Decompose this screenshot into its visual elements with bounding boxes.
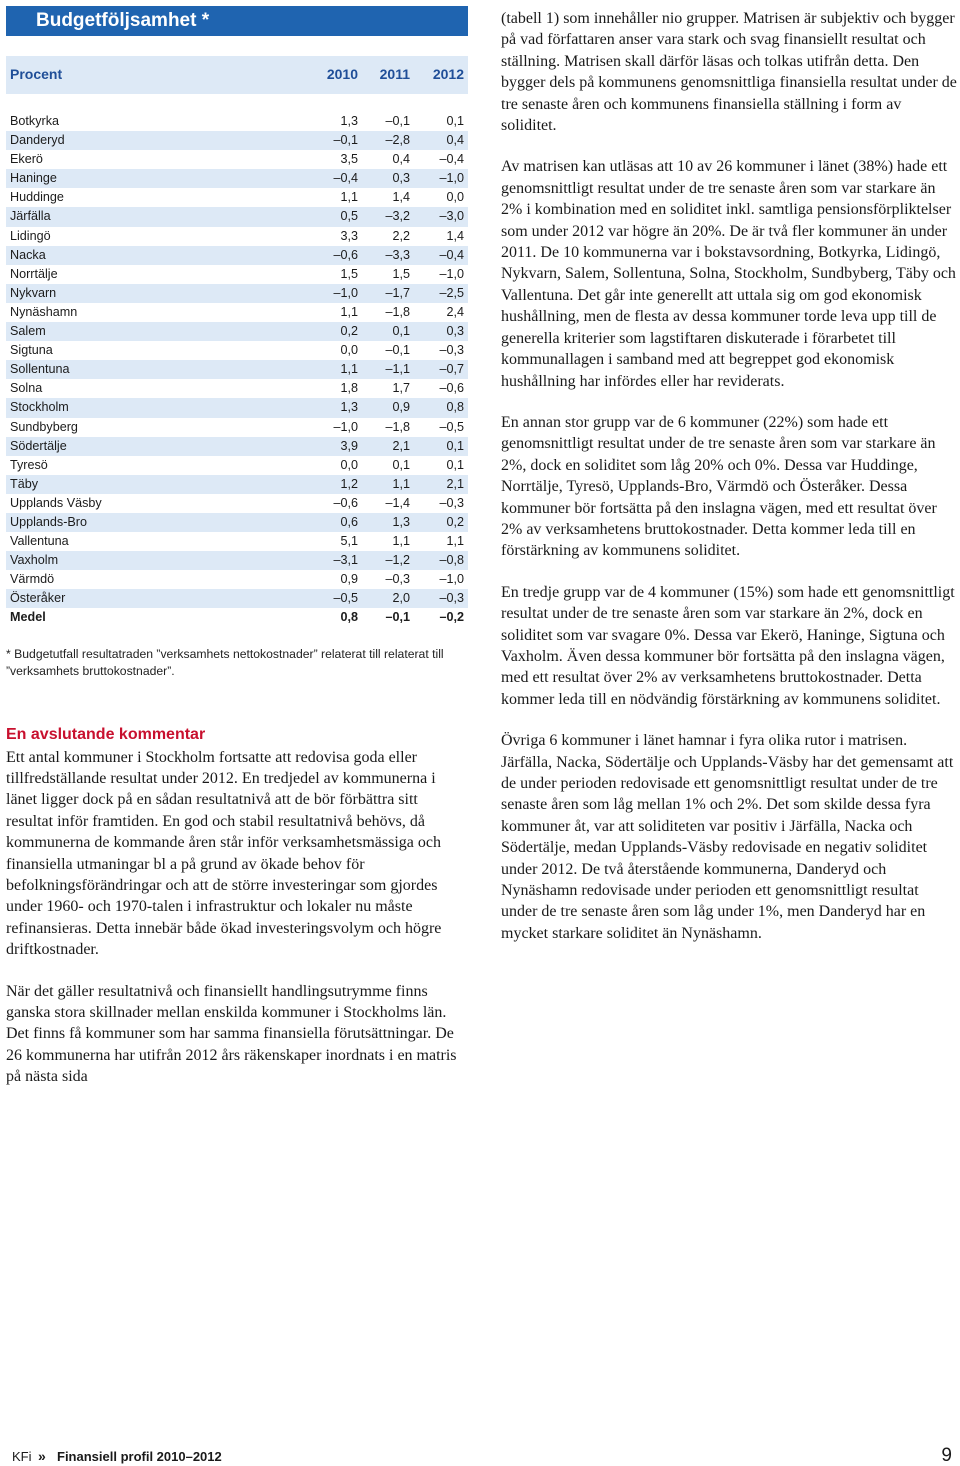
table-row bbox=[6, 341, 468, 360]
row-value-2012: –0,3 bbox=[439, 495, 464, 510]
table-row bbox=[6, 131, 468, 150]
footer-brand: KFi bbox=[12, 1449, 32, 1464]
row-value-2011: 0,9 bbox=[392, 400, 410, 415]
section-heading: En avslutande kommentar bbox=[6, 725, 206, 743]
total-2010: 0,8 bbox=[340, 610, 358, 625]
row-value-2012: –0,3 bbox=[439, 343, 464, 358]
table-footnote: * Budgetutfall resultatraden ”verksamhets nettokostnader” relaterat till relaterat till ”verksamhets bruttokostnader”. bbox=[6, 646, 444, 678]
row-value-2010: –0,6 bbox=[333, 247, 358, 262]
table-row bbox=[6, 398, 468, 417]
table-row bbox=[6, 150, 468, 169]
row-value-2010: 0,0 bbox=[340, 343, 358, 358]
table-title: Budgetföljsamhet * bbox=[6, 6, 468, 36]
row-value-2010: 1,1 bbox=[340, 304, 358, 319]
row-value-2012: 0,0 bbox=[446, 190, 464, 205]
table-row bbox=[6, 265, 468, 284]
row-value-2010: 0,6 bbox=[340, 514, 358, 529]
row-value-2011: –2,8 bbox=[385, 133, 410, 148]
row-value-2012: 2,4 bbox=[446, 304, 464, 319]
row-municipality: Södertälje bbox=[10, 438, 67, 453]
row-value-2010: 0,2 bbox=[340, 324, 358, 339]
row-municipality: Sigtuna bbox=[10, 343, 53, 358]
total-label: Medel bbox=[10, 610, 46, 625]
row-value-2011: 0,3 bbox=[392, 171, 410, 186]
table-total-row bbox=[6, 608, 468, 627]
row-value-2012: 1,4 bbox=[446, 228, 464, 243]
row-value-2012: 0,1 bbox=[446, 114, 464, 128]
row-municipality: Norrtälje bbox=[10, 266, 58, 281]
right-column bbox=[501, 8, 957, 944]
table-row bbox=[6, 169, 468, 188]
right-paragraph: En annan stor grupp var de 6 kommuner (22%) som hade ett genomsnittligt resultat under de tre senaste åren som var starkare än 2%, dock en soliditet som låg 20% och 0%. Dessa var Huddinge, Norrtälje, Tyresö, Upplands-Bro, Värmdö och Österåker. Dessa kommuner bör fortsätta på den inslagna vägen, med ett resultat över 2% av verksamhetens bruttokostnader. Detta kommer leda till en förstärkning av kommunens soliditet. bbox=[501, 413, 937, 560]
row-value-2010: –0,1 bbox=[333, 133, 358, 148]
row-value-2010: –0,4 bbox=[333, 171, 358, 186]
row-municipality: Upplands-Bro bbox=[10, 514, 88, 529]
row-value-2010: –1,0 bbox=[333, 419, 358, 434]
row-value-2010: 3,9 bbox=[340, 438, 358, 453]
row-value-2011: 1,1 bbox=[392, 476, 410, 491]
row-municipality: Solna bbox=[10, 381, 43, 396]
total-2011: –0,1 bbox=[385, 610, 410, 625]
header-2012: 2012 bbox=[432, 66, 464, 82]
table-row bbox=[6, 456, 468, 475]
row-value-2011: 1,5 bbox=[392, 266, 410, 281]
row-municipality: Botkyrka bbox=[10, 114, 59, 128]
row-value-2010: –0,5 bbox=[333, 591, 358, 606]
row-value-2012: –0,6 bbox=[439, 381, 464, 396]
footer-title: Finansiell profil 2010–2012 bbox=[57, 1449, 222, 1464]
row-municipality: Sundbyberg bbox=[10, 419, 78, 434]
row-value-2010: 5,1 bbox=[340, 534, 358, 549]
left-paragraph: När det gäller resultatnivå och finansiellt handlingsutrymme finns ganska stora skillnader mellan enskilda kommuner i Stockholms län. Det finns få kommuner som har samma finansiella förutsättningar. De 26 kommunerna har utifrån 2012 års räkenskaper inordnats i en matris på nästa sida bbox=[6, 982, 457, 1086]
row-value-2012: –0,4 bbox=[439, 152, 464, 167]
row-value-2012: 1,1 bbox=[446, 534, 464, 549]
table-row bbox=[6, 188, 468, 207]
header-2011: 2011 bbox=[379, 66, 410, 82]
row-municipality: Salem bbox=[10, 324, 46, 339]
table-row bbox=[6, 360, 468, 379]
row-value-2011: –1,7 bbox=[385, 285, 410, 300]
table-header-row bbox=[6, 56, 468, 94]
row-value-2012: 0,1 bbox=[446, 438, 464, 453]
row-value-2011: 1,7 bbox=[392, 381, 410, 396]
table-row bbox=[6, 112, 468, 131]
row-value-2010: –1,0 bbox=[333, 285, 358, 300]
row-municipality: Haninge bbox=[10, 171, 57, 186]
row-value-2012: 0,3 bbox=[446, 324, 464, 339]
row-value-2010: 0,9 bbox=[340, 572, 358, 587]
row-value-2012: –0,4 bbox=[439, 247, 464, 262]
row-value-2012: –2,5 bbox=[439, 285, 464, 300]
table-row bbox=[6, 303, 468, 322]
table-row bbox=[6, 589, 468, 608]
table-row bbox=[6, 379, 468, 398]
row-value-2012: –1,0 bbox=[439, 171, 464, 186]
row-value-2011: –1,8 bbox=[385, 419, 410, 434]
row-value-2010: 1,3 bbox=[340, 114, 358, 128]
left-column bbox=[6, 6, 468, 1088]
row-municipality: Tyresö bbox=[10, 457, 48, 472]
row-municipality: Nacka bbox=[10, 247, 46, 262]
row-value-2012: –1,0 bbox=[439, 572, 464, 587]
row-value-2011: 2,0 bbox=[392, 591, 410, 606]
row-municipality: Danderyd bbox=[10, 133, 65, 148]
table-row bbox=[6, 207, 468, 226]
row-value-2011: 1,3 bbox=[392, 514, 410, 529]
row-value-2011: –3,3 bbox=[385, 247, 410, 262]
row-municipality: Täby bbox=[10, 476, 38, 491]
row-value-2011: –1,2 bbox=[385, 553, 410, 568]
table-body bbox=[6, 112, 468, 608]
table-row bbox=[6, 227, 468, 246]
row-value-2012: –0,8 bbox=[439, 553, 464, 568]
row-value-2011: 1,1 bbox=[392, 534, 410, 549]
row-municipality: Värmdö bbox=[10, 572, 55, 587]
right-paragraph: En tredje grupp var de 4 kommuner (15%) som hade ett genomsnittligt resultat under de tre senaste åren som var starkare än 2%, dock en soliditet som var svagare 0%. Dessa var Ekerö, Haninge, Sigtuna och Vaxholm. Även dessa kommuner bör fortsätta på den inslagna vägen, med ett resultat över 2% av verksamhetens bruttokostnader. Detta kommer leda till en nödvändig förstärkning av kommunens soliditet. bbox=[501, 583, 955, 708]
row-value-2011: 0,1 bbox=[392, 457, 410, 472]
row-value-2010: 1,2 bbox=[340, 476, 358, 491]
row-value-2012: –1,0 bbox=[439, 266, 464, 281]
table-row bbox=[6, 284, 468, 303]
table-row bbox=[6, 246, 468, 265]
row-municipality: Sollentuna bbox=[10, 362, 70, 377]
header-2010: 2010 bbox=[326, 66, 358, 82]
row-municipality: Nynäshamn bbox=[10, 304, 78, 319]
row-municipality: Österåker bbox=[10, 591, 66, 606]
row-value-2010: –0,6 bbox=[333, 495, 358, 510]
right-paragraph: Av matrisen kan utläsas att 10 av 26 kommuner i länet (38%) hade ett genomsnittligt resultat under de tre senaste åren som var starkare än 2% i kombination med en soliditet inkl. samtliga pensionsförpliktelser som under 2012 var högre än 20%. De är två fler kommuner än under 2011. De 10 kommunerna var i bokstavsordning, Botkyrka, Lidingö, Nykvarn, Salem, Sollentuna, Solna, Stockholm, Sundbyberg, Täby och Vallentuna. Det går inte generellt att uttala sig om god ekonomisk hushållning, men de flesta av dessa kommuner torde leva upp till de generella kriterier som lagstiftaren diskuterade i förarbetet till kommunallagen i samband med att begreppet god ekonomisk hushållning har infördes eller har reviderats. bbox=[501, 158, 956, 390]
row-value-2012: 0,1 bbox=[446, 457, 464, 472]
row-value-2010: 1,1 bbox=[340, 362, 358, 377]
row-value-2011: –0,1 bbox=[385, 343, 410, 358]
left-paragraph: Ett antal kommuner i Stockholm fortsatte att redovisa goda eller tillfredställande resultat under 2012. En tredjedel av kommunerna i länet ligger dock på en sådan resultatnivå att de bör förbättra sitt resultat inför framtiden. En god och stabil resultatnivå behövs, då kommunerna de kommande åren står inför verksamhetsmässiga och finansiella utmaningar bl a på grund av ökade behov för befolkningsförändringar och att de större investeringar som gjordes under 1960- och 1970-talen i infrastruktur och lokaler nu måste refinansieras. Detta innebär både ökad investeringsvolym och högre driftkostnader. bbox=[6, 748, 442, 959]
row-value-2011: –3,2 bbox=[385, 209, 410, 224]
row-value-2012: 0,2 bbox=[446, 514, 464, 529]
row-value-2010: 1,1 bbox=[340, 190, 358, 205]
table-row bbox=[6, 513, 468, 532]
row-value-2012: –0,3 bbox=[439, 591, 464, 606]
row-municipality: Stockholm bbox=[10, 400, 69, 415]
chevron-right-icon: » bbox=[38, 1448, 43, 1464]
row-value-2010: 3,5 bbox=[340, 152, 358, 167]
row-value-2012: 2,1 bbox=[446, 476, 464, 491]
row-value-2011: 1,4 bbox=[392, 190, 410, 205]
header-procent: Procent bbox=[10, 66, 63, 82]
row-municipality: Upplands Väsby bbox=[10, 495, 102, 510]
row-value-2012: 0,4 bbox=[446, 133, 464, 148]
row-value-2010: 0,5 bbox=[340, 209, 358, 224]
right-paragraph: Övriga 6 kommuner i länet hamnar i fyra olika rutor i matrisen. Järfälla, Nacka, Södertälje och Upplands-Väsby har det gemensamt att de under perioden redovisade ett genomsnittligt resultat under de tre senaste åren som låg mellan 1% och 2%. Det som skilde dessa fyra kommuner åt, var att soliditeten var positiv i Järfälla, Nacka och Södertälje, medan Upplands-Väsby redovisade en negativ soliditet under 2012. De två återstående kommunerna, Danderyd och Nynäshamn redovisade under perioden ett genomsnittligt resultat under de tre senaste åren som låg under 1%, men Danderyd har en mycket starkare soliditet än Nynäshamn. bbox=[501, 732, 954, 942]
row-value-2010: 1,5 bbox=[340, 266, 358, 281]
row-value-2011: –1,4 bbox=[385, 495, 410, 510]
page-footer bbox=[12, 1445, 952, 1466]
row-value-2012: –3,0 bbox=[439, 209, 464, 224]
table-row bbox=[6, 322, 468, 341]
row-municipality: Vaxholm bbox=[10, 553, 59, 568]
row-value-2010: 3,3 bbox=[340, 228, 358, 243]
page-number: 9 bbox=[941, 1445, 952, 1466]
row-value-2011: 2,1 bbox=[392, 438, 410, 453]
row-value-2012: –0,7 bbox=[439, 362, 464, 377]
row-value-2012: 0,8 bbox=[446, 400, 464, 415]
row-value-2011: 2,2 bbox=[392, 228, 410, 243]
row-value-2011: –1,1 bbox=[385, 362, 410, 377]
table-row bbox=[6, 570, 468, 589]
row-value-2010: 0,0 bbox=[340, 457, 358, 472]
row-value-2011: –0,3 bbox=[385, 572, 410, 587]
row-value-2011: –1,8 bbox=[385, 304, 410, 319]
right-paragraph: (tabell 1) som innehåller nio grupper. Matrisen är subjektiv och bygger på vad författaren anser vara stark och svag finansiellt resultat och ställning. Matrisen skall därför läsas och tolkas utifrån detta. Den bygger dels på kommunens genomsnittliga finansiella resultat under de tre senaste åren och kommunens finansiella ställning i form av soliditet. bbox=[501, 10, 957, 135]
table-row bbox=[6, 532, 468, 551]
row-municipality: Järfälla bbox=[10, 209, 51, 224]
table-row bbox=[6, 418, 468, 437]
row-municipality: Ekerö bbox=[10, 152, 43, 167]
row-value-2010: 1,3 bbox=[340, 400, 358, 415]
row-value-2011: 0,1 bbox=[392, 324, 410, 339]
table-row bbox=[6, 475, 468, 494]
row-value-2010: –3,1 bbox=[333, 553, 358, 568]
row-value-2012: –0,5 bbox=[439, 419, 464, 434]
row-municipality: Vallentuna bbox=[10, 534, 69, 549]
total-2012: –0,2 bbox=[439, 610, 464, 625]
row-value-2011: –0,1 bbox=[385, 114, 410, 128]
table-row bbox=[6, 494, 468, 513]
table-row bbox=[6, 437, 468, 456]
row-value-2011: 0,4 bbox=[392, 152, 410, 167]
row-municipality: Nykvarn bbox=[10, 285, 57, 300]
table-row bbox=[6, 551, 468, 570]
row-value-2010: 1,8 bbox=[340, 381, 358, 396]
row-municipality: Huddinge bbox=[10, 190, 64, 205]
row-municipality: Lidingö bbox=[10, 228, 51, 243]
